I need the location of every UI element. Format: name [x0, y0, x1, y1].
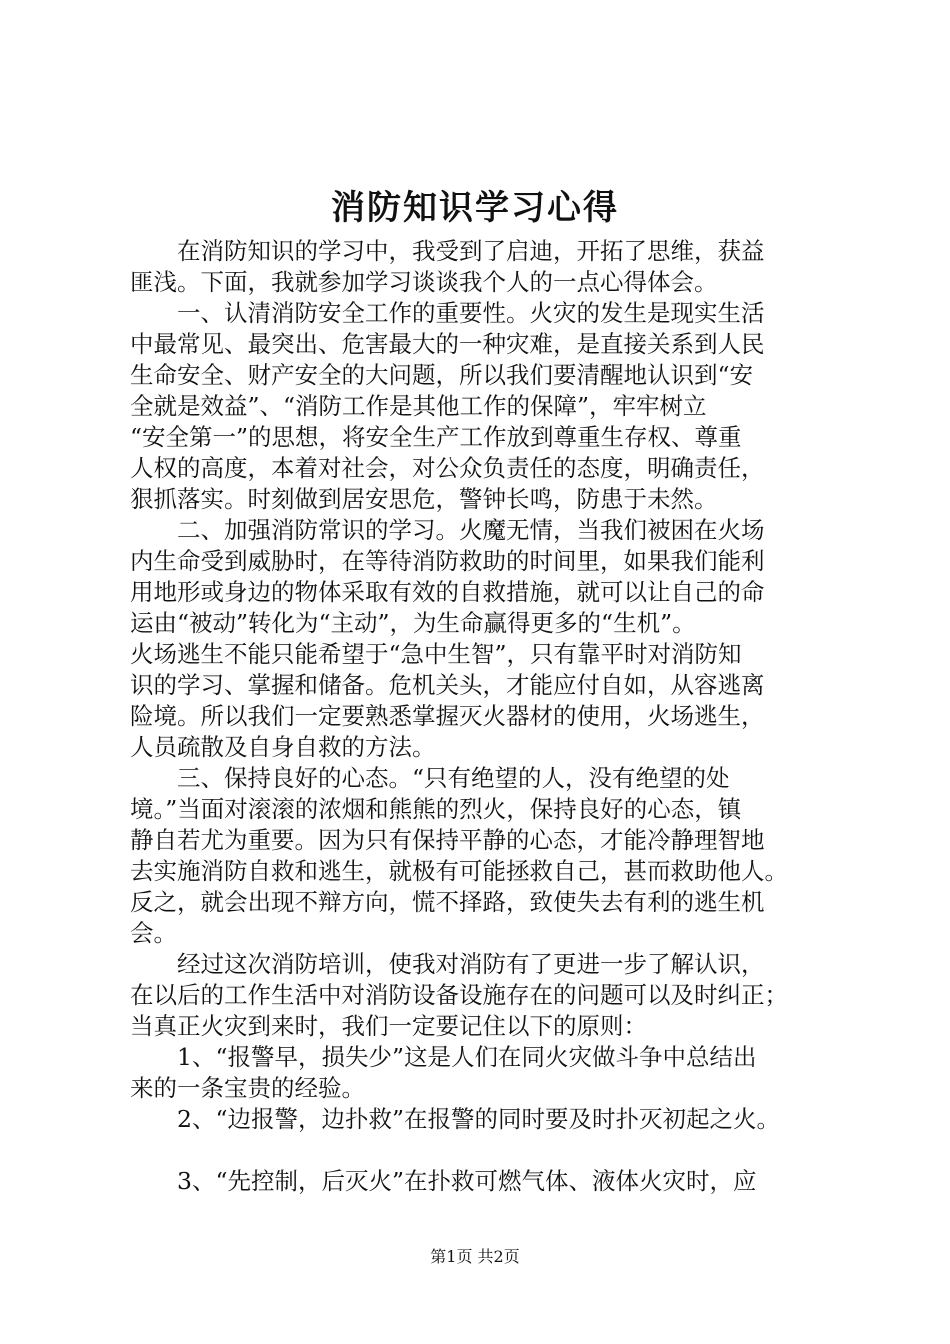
- text-line: 1、“报警早，损失少”这是人们在同火灾做斗争中总结出: [130, 1043, 757, 1071]
- text-line: 在消防知识的学习中，我受到了启迪，开拓了思维，获益: [130, 237, 765, 265]
- document-title: 消防知识学习心得: [331, 188, 619, 228]
- text-line: 生命安全、财产安全的大问题，所以我们要清醒地认识到“安: [130, 361, 754, 389]
- text-line: 3、“先控制，后灭火”在扑救可燃气体、液体火灾时，应: [130, 1167, 757, 1195]
- text-line: 匪浅。下面，我就参加学习谈谈我个人的一点心得体会。: [130, 268, 718, 296]
- text-line: 运由“被动”转化为“主动”，为生命赢得更多的“生机”。: [130, 609, 696, 637]
- text-line: 静自若尤为重要。因为只有保持平静的心态，才能冷静理智地: [130, 826, 765, 854]
- text-line: 在以后的工作生活中对消防设备设施存在的问题可以及时纠正；: [130, 981, 788, 1009]
- text-line: “安全第一”的思想，将安全生产工作放到尊重生存权、尊重: [130, 423, 742, 451]
- text-line: 用地形或身边的物体采取有效的自救措施，就可以让自己的命: [130, 578, 765, 606]
- text-line: 识的学习、掌握和储备。危机关头，才能应付自如，从容逃离: [130, 671, 765, 699]
- text-line: 三、保持良好的心态。“只有绝望的人，没有绝望的处: [130, 764, 730, 792]
- text-line: 2、“边报警，边扑救”在报警的同时要及时扑灭初起之火。: [130, 1105, 780, 1133]
- text-line: 火场逃生不能只能希望于“急中生智”，只有靠平时对消防知: [130, 640, 742, 668]
- text-line: 人员疏散及自身自救的方法。: [130, 733, 436, 761]
- text-line: 内生命受到威胁时，在等待消防救助的时间里，如果我们能利: [130, 547, 765, 575]
- text-line: 一、认清消防安全工作的重要性。火灾的发生是现实生活: [130, 299, 765, 327]
- text-line: 人权的高度，本着对社会，对公众负责任的态度，明确责任，: [130, 454, 765, 482]
- text-line: 当真正火灾到来时，我们一定要记住以下的原则：: [130, 1012, 647, 1040]
- text-line: 经过这次消防培训，使我对消防有了更进一步了解认识，: [130, 950, 765, 978]
- text-line: 险境。所以我们一定要熟悉掌握灭火器材的使用，火场逃生，: [130, 702, 765, 730]
- document-body: [130, 236, 830, 1197]
- text-line: 全就是效益”、“消防工作是其他工作的保障”，牢牢树立: [130, 392, 707, 420]
- text-line: 狠抓落实。时刻做到居安思危，警钟长鸣，防患于未然。: [130, 485, 718, 513]
- text-line: 境。”当面对滚滚的浓烟和熊熊的烈火，保持良好的心态，镇: [130, 795, 742, 823]
- page-footer: 第1页 共2页: [430, 1247, 520, 1266]
- text-line: [130, 1135, 830, 1166]
- text-line: 二、加强消防常识的学习。火魔无情，当我们被困在火场: [130, 516, 765, 544]
- text-line: 来的一条宝贵的经验。: [130, 1074, 365, 1102]
- text-line: 反之，就会出现不辩方向，慌不择路，致使失去有利的逃生机: [130, 888, 765, 916]
- text-line: 会。: [130, 919, 177, 947]
- text-line: 中最常见、最突出、危害最大的一种灾难，是直接关系到人民: [130, 330, 765, 358]
- text-line: 去实施消防自救和逃生，就极有可能拯救自己，甚而救助他人。: [130, 857, 788, 885]
